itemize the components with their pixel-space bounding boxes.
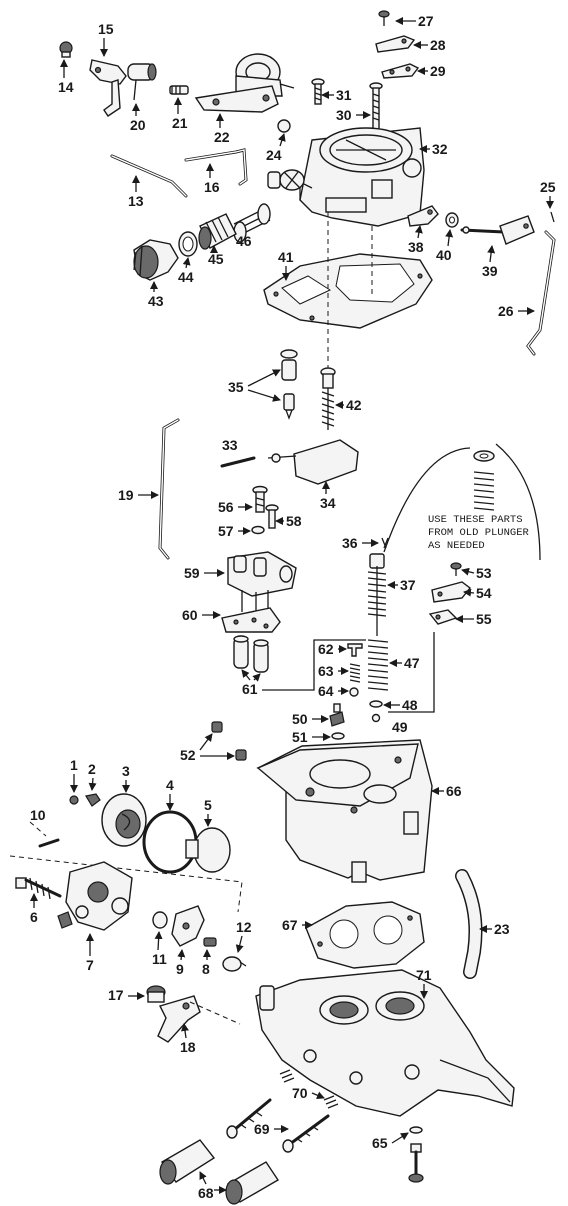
callout-7: 7 xyxy=(86,957,94,973)
part-9-lever xyxy=(172,906,204,946)
throttle-group xyxy=(160,876,514,1204)
part-19-rod xyxy=(160,420,178,558)
callout-50: 50 xyxy=(292,711,308,727)
callout-1: 1 xyxy=(70,757,78,773)
callout-44: 44 xyxy=(178,269,194,285)
part-53-screw xyxy=(451,563,461,576)
part-17-plug xyxy=(147,986,165,1002)
part-40-washer xyxy=(446,213,458,227)
part-43-inlet-nut xyxy=(134,240,178,280)
callout-38: 38 xyxy=(408,239,424,255)
part-66-float-bowl xyxy=(258,740,432,882)
callout-42: 42 xyxy=(346,397,362,413)
part-59-venturi-cluster xyxy=(228,552,296,616)
part-56-screw xyxy=(253,487,267,513)
callout-64: 64 xyxy=(318,683,334,699)
part-26-rod xyxy=(528,232,554,354)
part-63-spring xyxy=(350,664,360,682)
choke-group xyxy=(10,794,246,1042)
part-55-retainer xyxy=(430,610,456,624)
callout-32: 32 xyxy=(432,141,448,157)
part-41-gasket xyxy=(264,254,432,328)
callout-14: 14 xyxy=(58,79,74,95)
part-11-bushing xyxy=(153,912,167,928)
air-horn-group xyxy=(60,11,554,372)
part-15-bracket xyxy=(90,60,126,116)
part-8-screw xyxy=(204,938,216,946)
callout-24: 24 xyxy=(266,147,282,163)
part-58-screw xyxy=(266,505,278,528)
callout-36: 36 xyxy=(342,535,358,551)
callout-19: 19 xyxy=(118,487,134,503)
callout-33: 33 xyxy=(222,437,238,453)
callout-55: 55 xyxy=(476,611,492,627)
part-48-ring xyxy=(370,701,382,707)
part-25-clip xyxy=(551,212,554,222)
callout-65: 65 xyxy=(372,1135,388,1151)
part-20-shaft xyxy=(128,64,156,100)
callout-51: 51 xyxy=(292,729,308,745)
part-60-gasket xyxy=(222,608,280,632)
part-10-pin xyxy=(40,840,58,846)
part-30-screw xyxy=(370,83,382,130)
part-14-screw xyxy=(60,42,72,57)
callout-60: 60 xyxy=(182,607,198,623)
callout-8: 8 xyxy=(202,961,210,977)
part-67-gasket xyxy=(306,902,424,968)
part-23-hose xyxy=(462,876,476,972)
part-24-clip xyxy=(278,120,290,132)
note-line-3: AS NEEDED xyxy=(428,540,485,552)
callout-66: 66 xyxy=(446,783,462,799)
part-33-pin xyxy=(222,458,254,466)
callout-2: 2 xyxy=(88,761,96,777)
callout-58: 58 xyxy=(286,513,302,529)
part-68-caps xyxy=(160,1140,278,1204)
callout-15: 15 xyxy=(98,21,114,37)
callout-23: 23 xyxy=(494,921,510,937)
part-7-choke-housing xyxy=(58,862,132,930)
part-69-mixture-screws xyxy=(227,1100,328,1152)
callout-71: 71 xyxy=(416,967,432,983)
callout-59: 59 xyxy=(184,565,200,581)
callout-63: 63 xyxy=(318,663,334,679)
part-45-filter xyxy=(199,214,236,249)
callout-70: 70 xyxy=(292,1085,308,1101)
callout-49: 49 xyxy=(392,719,408,735)
part-47-spring xyxy=(368,640,388,690)
callout-22: 22 xyxy=(214,129,230,145)
part-13-rod xyxy=(112,156,186,196)
part-52-plugs xyxy=(212,722,246,760)
callout-11: 11 xyxy=(152,951,167,967)
callout-37: 37 xyxy=(400,577,416,593)
plunger-detail-parts xyxy=(474,451,494,510)
callout-52: 52 xyxy=(180,747,196,763)
callout-10: 10 xyxy=(30,807,46,823)
part-51-washer xyxy=(332,733,344,739)
part-18-bracket xyxy=(158,996,200,1042)
callout-18: 18 xyxy=(180,1039,196,1055)
part-6-screw xyxy=(16,878,60,899)
callout-6: 6 xyxy=(30,909,38,925)
callout-9: 9 xyxy=(176,961,184,977)
part-31-screw xyxy=(312,79,324,104)
part-39-lever xyxy=(462,216,534,244)
callout-39: 39 xyxy=(482,263,498,279)
callout-34: 34 xyxy=(320,495,336,511)
callout-47: 47 xyxy=(404,655,420,671)
callout-53: 53 xyxy=(476,565,492,581)
callout-13: 13 xyxy=(128,193,144,209)
callout-69: 69 xyxy=(254,1121,270,1137)
part-29-plate xyxy=(382,64,418,78)
callout-12: 12 xyxy=(236,919,252,935)
callout-20: 20 xyxy=(130,117,146,133)
part-65-screw xyxy=(409,1127,423,1182)
callout-45: 45 xyxy=(208,251,224,267)
part-42-plunger xyxy=(321,368,335,430)
callout-3: 3 xyxy=(122,763,130,779)
callout-54: 54 xyxy=(476,585,492,601)
part-50-jet xyxy=(330,704,344,726)
callout-57: 57 xyxy=(218,523,234,539)
callout-4: 4 xyxy=(166,777,174,793)
part-12-clip xyxy=(223,957,246,971)
callout-5: 5 xyxy=(204,797,212,813)
part-57-washer xyxy=(252,527,264,534)
part-22-vacuum-break xyxy=(196,54,294,112)
part-1-screw xyxy=(70,796,78,804)
callout-28: 28 xyxy=(430,37,446,53)
part-21-screw xyxy=(170,86,188,94)
note-line-2: FROM OLD PLUNGER xyxy=(428,527,529,539)
callout-67: 67 xyxy=(282,917,298,933)
callout-40: 40 xyxy=(436,247,452,263)
callout-30: 30 xyxy=(336,107,352,123)
part-32-air-horn xyxy=(300,128,424,226)
part-5-baffle xyxy=(186,828,230,872)
part-44-gasket xyxy=(179,232,197,256)
callout-25: 25 xyxy=(540,179,556,195)
callout-46: 46 xyxy=(236,233,252,249)
part-49-ball xyxy=(373,715,380,722)
part-61-tubes xyxy=(234,636,268,672)
part-62-check xyxy=(348,644,362,656)
callout-43: 43 xyxy=(148,293,164,309)
callout-62: 62 xyxy=(318,641,334,657)
callout-35: 35 xyxy=(228,379,244,395)
part-35-needle-seat xyxy=(281,350,297,418)
part-37-pump-plunger xyxy=(368,554,386,636)
callout-16: 16 xyxy=(204,179,220,195)
part-2-retainer xyxy=(86,794,100,806)
part-28-bracket xyxy=(376,36,414,52)
callout-21: 21 xyxy=(172,115,188,131)
callout-61: 61 xyxy=(242,681,258,697)
callout-68: 68 xyxy=(198,1185,214,1201)
callout-27: 27 xyxy=(418,13,434,29)
callout-41: 41 xyxy=(278,249,294,265)
note-line-1: USE THESE PARTS xyxy=(428,514,523,526)
callout-29: 29 xyxy=(430,63,446,79)
callout-17: 17 xyxy=(108,987,124,1003)
part-3-coil-cover xyxy=(102,794,146,846)
part-64-ball xyxy=(350,688,358,696)
part-34-float xyxy=(268,440,358,484)
part-27-screw xyxy=(379,11,389,26)
choke-housing xyxy=(268,170,304,190)
callout-31: 31 xyxy=(336,87,352,103)
callout-48: 48 xyxy=(402,697,418,713)
callout-26: 26 xyxy=(498,303,514,319)
callout-56: 56 xyxy=(218,499,234,515)
